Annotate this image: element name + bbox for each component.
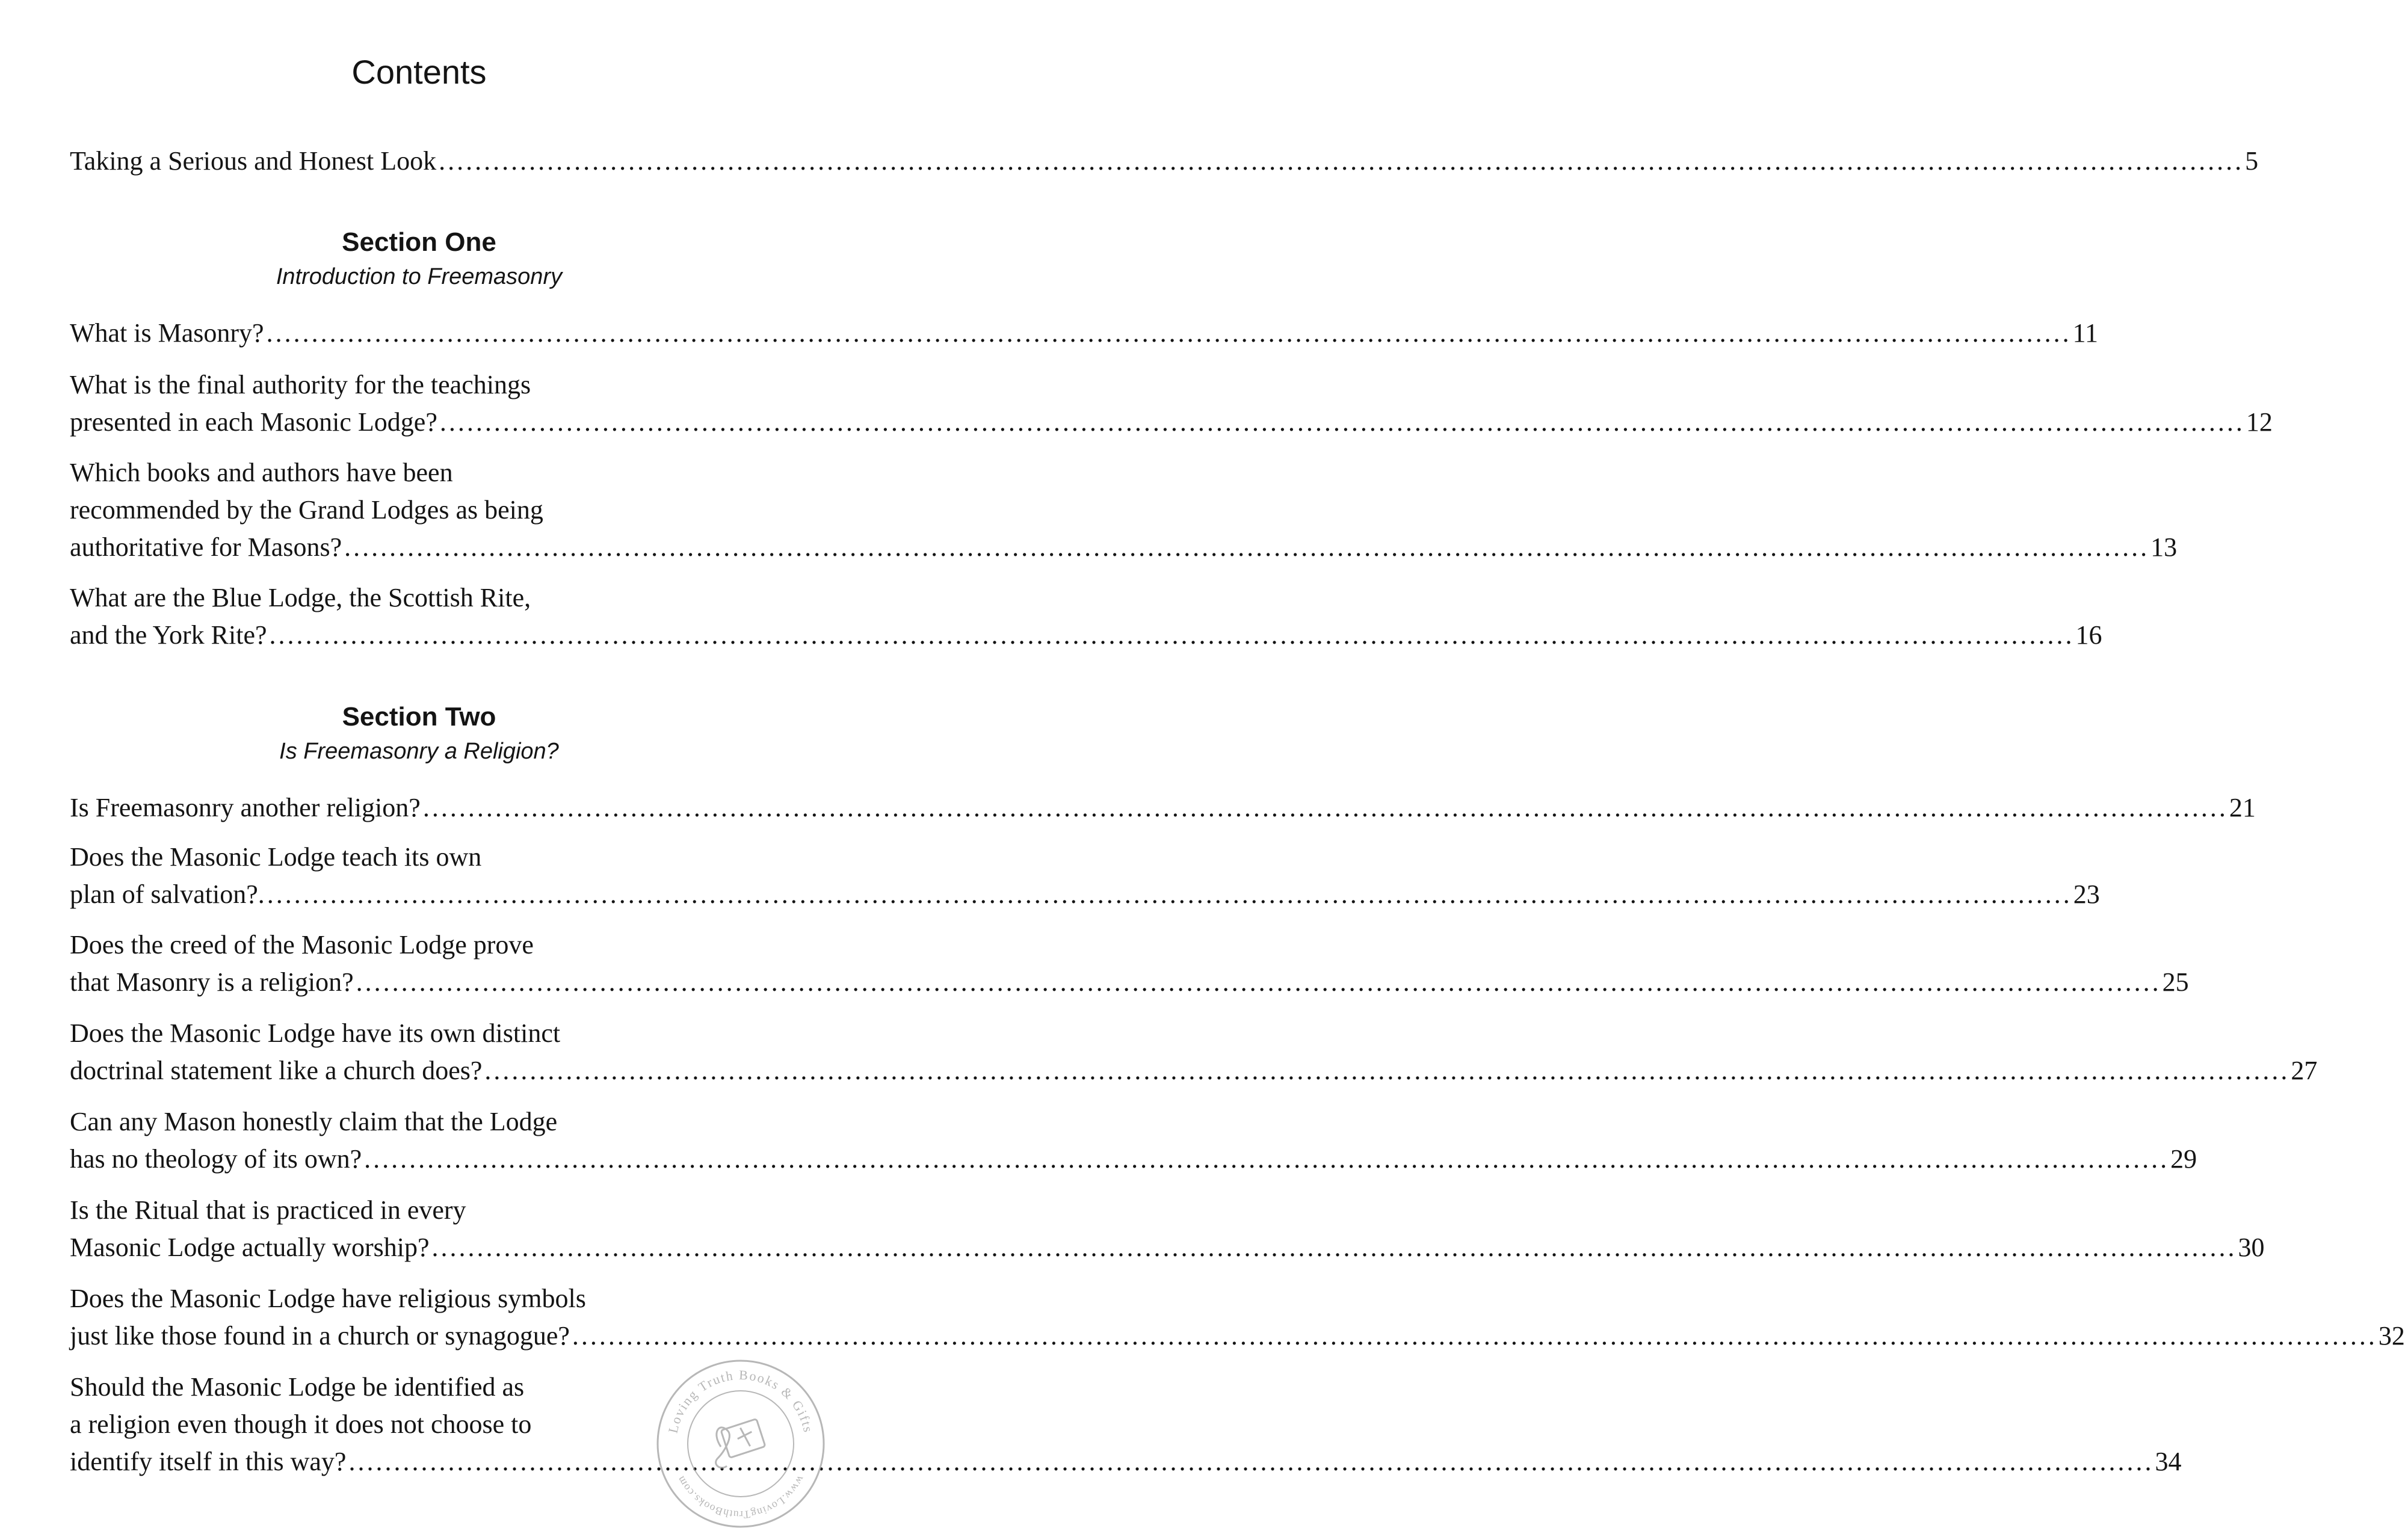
entry-page-number: 25 — [2162, 967, 2189, 997]
dot-leader: ........................................................................................................................................................................................................ — [364, 1144, 2170, 1174]
entry-page-number: 27 — [2291, 1056, 2318, 1085]
dot-leader: ........................................................................................................................................................................................................ — [484, 1056, 2290, 1085]
svg-text:Loving Truth Books & Gifts: Loving Truth Books & Gifts — [665, 1367, 817, 1435]
section-title: Section One — [342, 227, 496, 257]
dot-leader: ........................................................................................................................................................................................................ — [266, 318, 2072, 348]
entry-text-line: a religion even though it does not choose to — [70, 1409, 532, 1439]
section-subtitle: Introduction to Freemasonry — [276, 264, 563, 289]
dot-leader: ........................................................................................................................................................................................................ — [431, 1233, 2237, 1262]
entry-page-number: 29 — [2170, 1144, 2197, 1174]
entry-text-line: Can any Mason honestly claim that the Lodge — [70, 1107, 558, 1136]
entry-page-number: 16 — [2075, 620, 2102, 650]
toc-entry-5 — [70, 789, 2256, 827]
entry-text-line: Masonic Lodge actually worship? — [70, 1233, 430, 1262]
store-stamp-watermark — [653, 1357, 828, 1531]
page-title: Contents — [351, 53, 487, 91]
entry-page-number: 11 — [2072, 318, 2098, 348]
entry-text-line: identify itself in this way? — [70, 1447, 347, 1476]
entry-page-number: 23 — [2073, 879, 2100, 909]
entry-page-number: 32 — [2378, 1321, 2405, 1351]
dot-leader: ........................................................................................................................................................................................................ — [269, 620, 2075, 650]
entry-text-line: What is the final authority for the teachings — [70, 370, 531, 399]
entry-text-line: Does the creed of the Masonic Lodge prove — [70, 930, 534, 959]
dot-leader: ........................................................................................................................................................................................................ — [356, 967, 2161, 997]
intro-entry-text: Taking a Serious and Honest Look — [70, 146, 437, 176]
entry-text-line: just like those found in a church or synagogue? — [70, 1321, 570, 1351]
section-two-heading — [0, 700, 838, 768]
entry-text-line: Is the Ritual that is practiced in every — [70, 1195, 466, 1225]
toc-entry-11 — [70, 1280, 2405, 1355]
entry-text-line: that Masonry is a religion? — [70, 967, 354, 997]
dot-leader: ........................................................................................................................................................................................................ — [422, 793, 2228, 822]
dot-leader: ........................................................................................................................................................................................................ — [344, 532, 2150, 562]
toc-entry-6 — [70, 839, 2100, 913]
entry-text-line: Which books and authors have been — [70, 458, 453, 487]
section-one-heading — [0, 225, 838, 294]
entry-text-line: doctrinal statement like a church does? — [70, 1056, 483, 1085]
section-title: Section Two — [342, 702, 496, 732]
entry-text-line: Does the Masonic Lodge have its own distinct — [70, 1018, 561, 1048]
toc-entry-4 — [70, 579, 2102, 654]
entry-text-line: plan of salvation?. — [70, 879, 265, 909]
dot-leader: ........................................................................................................................................................................................................ — [348, 1447, 2154, 1476]
toc-entry-8 — [70, 1015, 2318, 1089]
entry-page-number: 30 — [2238, 1233, 2265, 1262]
toc-entry-2 — [70, 366, 2273, 441]
entry-page-number: 13 — [2150, 532, 2178, 562]
toc-entry-10 — [70, 1192, 2265, 1266]
toc-entry-7 — [70, 926, 2189, 1001]
intro-entry — [70, 143, 2259, 180]
entry-text-line: and the York Rite? — [70, 620, 267, 650]
entry-page-number: 12 — [2246, 407, 2273, 437]
entry-text-line: Does the Masonic Lodge have religious symbols — [70, 1284, 586, 1313]
entry-text-line: authoritative for Masons? — [70, 532, 342, 562]
entry-text-line: Should the Masonic Lodge be identified as — [70, 1372, 525, 1402]
entry-text-line: presented in each Masonic Lodge? — [70, 407, 437, 437]
toc-entry-3 — [70, 454, 2178, 566]
dot-leader: ........................................................................................................................................................................................................ — [267, 879, 2072, 909]
entry-text-line: Is Freemasonry another religion? — [70, 793, 421, 822]
section-subtitle: Is Freemasonry a Religion? — [279, 739, 559, 764]
bible-ribbon-icon — [716, 1419, 765, 1468]
entry-text-line: has no theology of its own? — [70, 1144, 362, 1174]
entry-text-line: What are the Blue Lodge, the Scottish Rite, — [70, 583, 531, 612]
intro-page-number: 5 — [2245, 146, 2259, 176]
entry-text-line: Does the Masonic Lodge teach its own — [70, 842, 482, 872]
toc-entry-12 — [70, 1369, 2182, 1480]
entry-text-line: What is Masonry? — [70, 318, 264, 348]
entry-text-line: recommended by the Grand Lodges as being — [70, 495, 543, 525]
dot-leader: ........................................................................................................................................................................................................ — [572, 1321, 2377, 1351]
entry-page-number: 34 — [2155, 1447, 2182, 1476]
svg-text:www.LovingTruthBooks.com: www.LovingTruthBooks.com — [674, 1473, 807, 1521]
entry-page-number: 21 — [2229, 793, 2256, 822]
toc-entry-9 — [70, 1103, 2197, 1178]
dot-leader: ........................................................................................................................................................................................................ — [439, 407, 2245, 437]
toc-entry-1 — [70, 315, 2098, 352]
dot-leader: ........................................................................................................................................................................................................ — [439, 146, 2244, 176]
